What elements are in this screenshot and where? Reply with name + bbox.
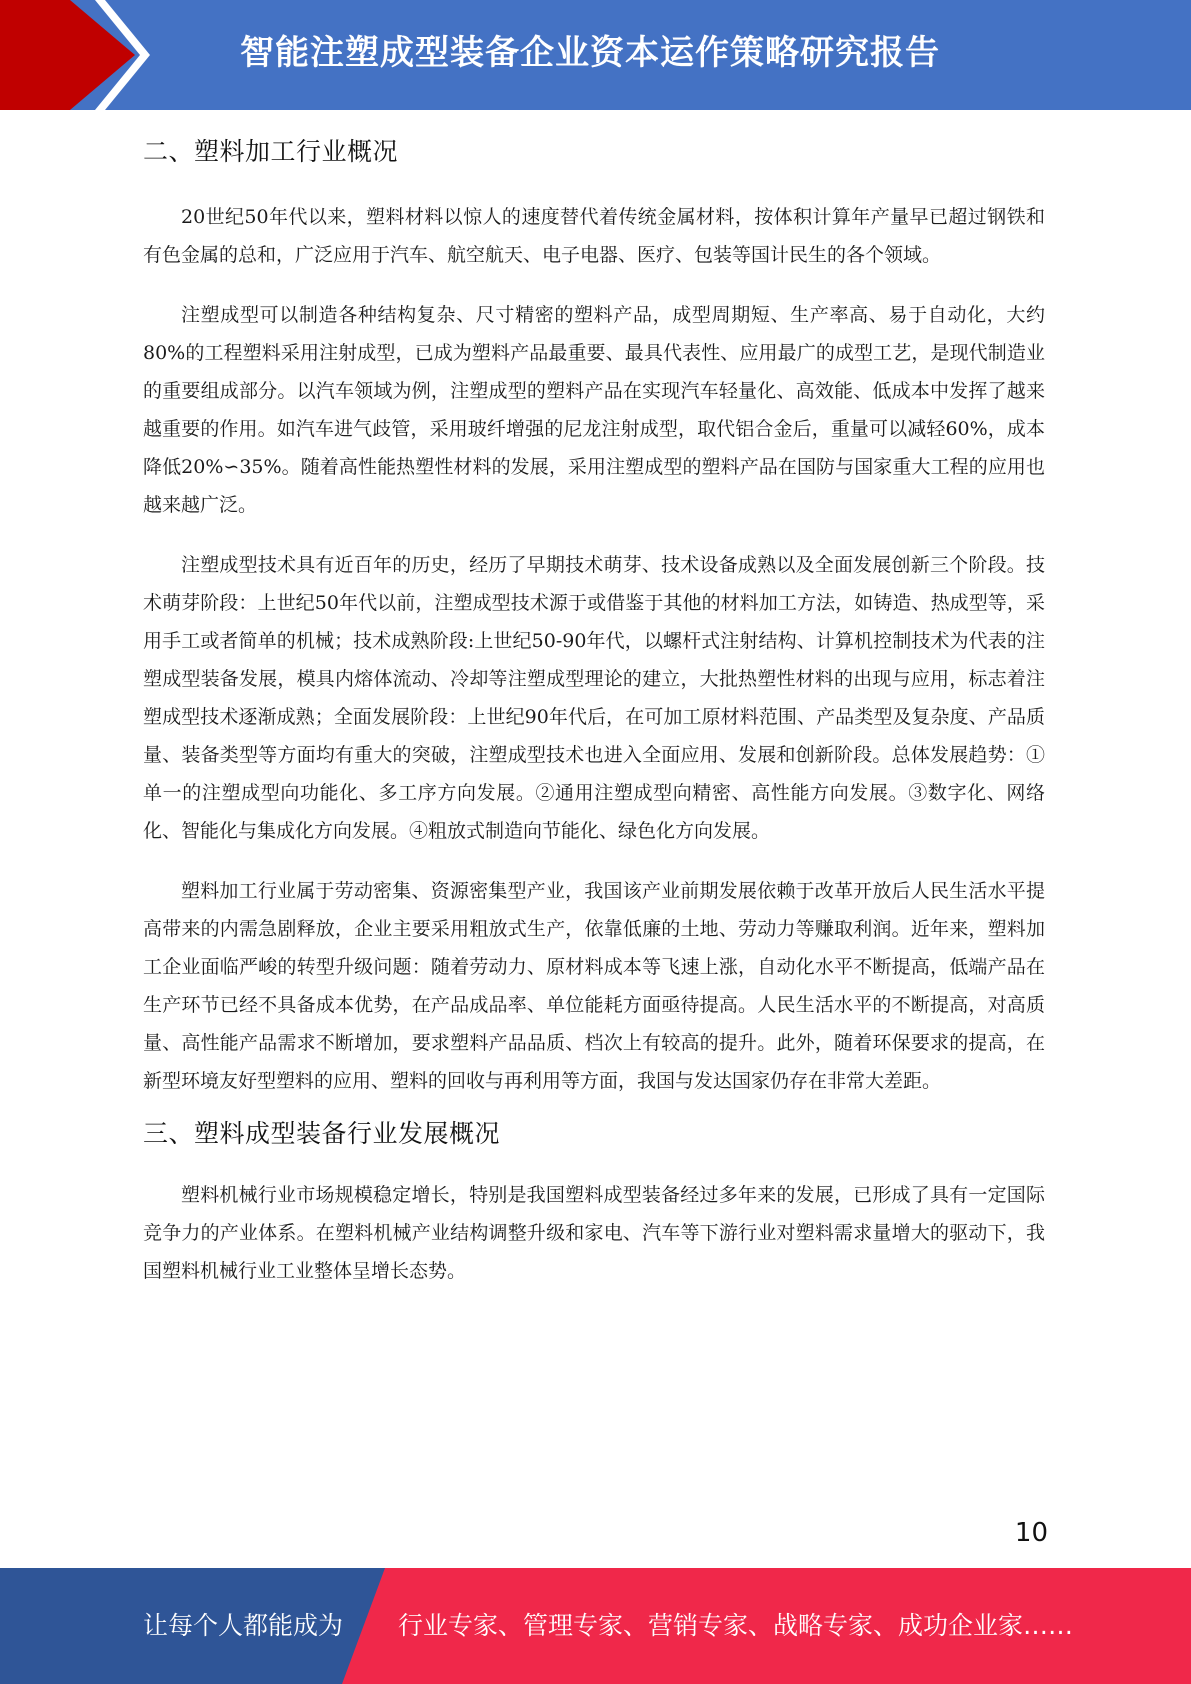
- header-red-chevron: [0, 0, 140, 110]
- footer-slogan-left: 让每个人都能成为: [143, 1611, 344, 1640]
- report-title: 智能注塑成型装备企业资本运作策略研究报告: [240, 33, 940, 73]
- paragraph: 20世纪50年代以来，塑料材料以惊人的速度替代着传统金属材料，按体积计算年产量早已超过钢铁和有色金属的总和，广泛应用于汽车、航空航天、电子电器、医疗、包装等国计民生的各个领域。: [143, 206, 1045, 266]
- page-number: 10: [1014, 1518, 1048, 1548]
- section-heading: 二、塑料加工行业概况: [143, 137, 399, 166]
- footer-slogan-right: 行业专家、管理专家、营销专家、战略专家、成功企业家……: [398, 1611, 1074, 1640]
- paragraph: 塑料机械行业市场规模稳定增长，特别是我国塑料成型装备经过多年来的发展，已形成了具有一定国际竞争力的产业体系。在塑料机械产业结构调整升级和家电、汽车等下游行业对塑料需求量增大的驱动下，我国塑料机械行业工业整体呈增长态势。: [143, 1184, 1045, 1282]
- paragraph: 塑料加工行业属于劳动密集、资源密集型产业，我国该产业前期发展依赖于改革开放后人民生活水平提高带来的内需急剧释放，企业主要采用粗放式生产，依靠低廉的土地、劳动力等赚取利润。近年来，塑料加工企业面临严峻的转型升级问题：随着劳动力、原材料成本等飞速上涨，自动化水平不断提高，低端产品在生产环节已经不具备成本优势，在产品成品率、单位能耗方面亟待提高。人民生活水平的不断提高，对高质量、高性能产品需求不断增加，要求塑料产品品质、档次上有较高的提升。此外，随着环保要求的提高，在新型环境友好型塑料的应用、塑料的回收与再利用等方面，我国与发达国家仍存在非常大差距。: [143, 880, 1045, 1092]
- page-footer: [0, 1568, 1191, 1684]
- section-heading: 三、塑料成型装备行业发展概况: [143, 1119, 501, 1148]
- paragraph: 注塑成型可以制造各种结构复杂、尺寸精密的塑料产品，成型周期短、生产率高、易于自动化，大约80%的工程塑料采用注射成型，已成为塑料产品最重要、最具代表性、应用最广的成型工艺，是现代制造业的重要组成部分。以汽车领域为例，注塑成型的塑料产品在实现汽车轻量化、高效能、低成本中发挥了越来越重要的作用。如汽车进气歧管，采用玻纤增强的尼龙注射成型，取代铝合金后，重量可以减轻60%，成本降低20%∽35%。随着高性能热塑性材料的发展，采用注塑成型的塑料产品在国防与国家重大工程的应用也越来越广泛。: [143, 304, 1045, 516]
- document-body: [143, 130, 1045, 1290]
- page-header: [0, 0, 1191, 110]
- paragraph: 注塑成型技术具有近百年的历史，经历了早期技术萌芽、技术设备成熟以及全面发展创新三个阶段。技术萌芽阶段：上世纪50年代以前，注塑成型技术源于或借鉴于其他的材料加工方法，如铸造、热成型等，采用手工或者简单的机械；技术成熟阶段:上世纪50-90年代，以螺杆式注射结构、计算机控制技术为代表的注塑成型装备发展，模具内熔体流动、冷却等注塑成型理论的建立，大批热塑性材料的出现与应用，标志着注塑成型技术逐渐成熟；全面发展阶段：上世纪90年代后，在可加工原材料范围、产品类型及复杂度、产品质量、装备类型等方面均有重大的突破，注塑成型技术也进入全面应用、发展和创新阶段。总体发展趋势：①单一的注塑成型向功能化、多工序方向发展。②通用注塑成型向精密、高性能方向发展。③数字化、网络化、智能化与集成化方向发展。④粗放式制造向节能化、绿色化方向发展。: [143, 554, 1045, 842]
